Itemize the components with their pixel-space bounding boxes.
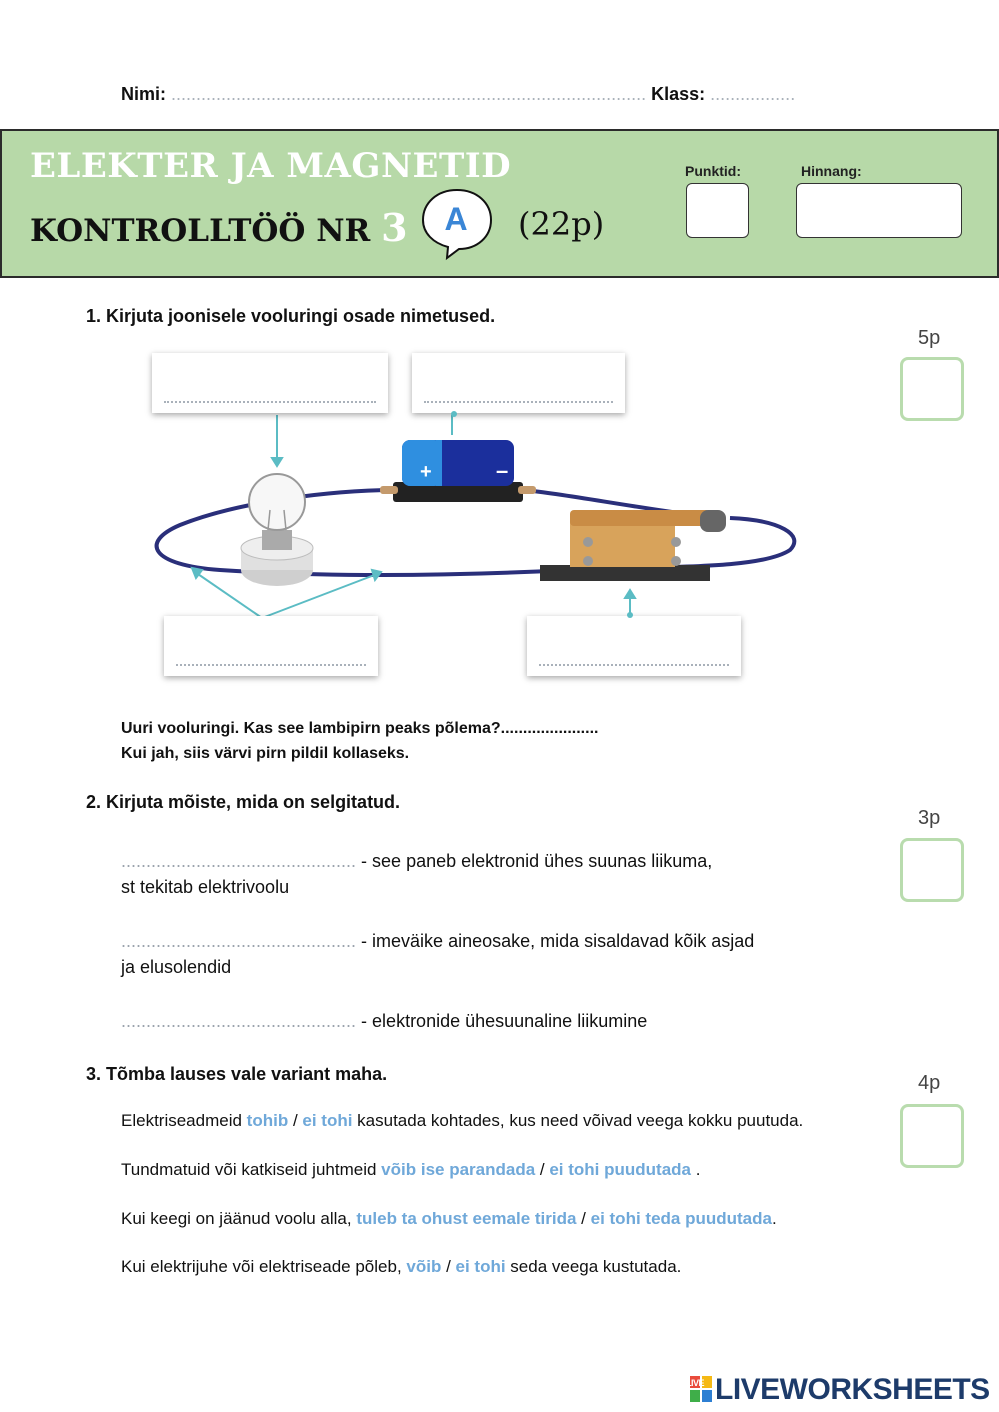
q2-item-1 xyxy=(121,848,712,900)
switch-icon xyxy=(540,510,726,581)
liveworksheets-icon xyxy=(685,1376,712,1402)
label-box-wire[interactable] xyxy=(164,616,378,676)
q1-title: 1. Kirjuta joonisele vooluringi osade nimetused. xyxy=(86,306,496,326)
sentence-text: Kui elektrijuhe või elektriseade põleb, xyxy=(121,1257,407,1276)
logo-text: LIVEWORKSHEETS xyxy=(715,1373,990,1406)
q2-answer-field-3[interactable]: ............................................... xyxy=(121,1011,357,1031)
q3-sentence-3 xyxy=(121,1209,777,1229)
q2-item-3-text: - elektronide ühesuunaline liikumine xyxy=(356,1011,648,1031)
total-points: (22p) xyxy=(518,205,605,243)
q1-score-box[interactable] xyxy=(900,357,964,421)
liveworksheets-logo xyxy=(685,1373,990,1407)
battery-icon xyxy=(380,440,536,502)
option-1[interactable]: võib ise parandada xyxy=(381,1160,536,1179)
q2-item-2-text: - imeväike aineosake, mida sisaldavad kõik asjad xyxy=(356,931,755,951)
q2-item-2-cont: ja elusolendid xyxy=(121,957,232,977)
label-box-switch[interactable] xyxy=(527,616,741,676)
grade-input-box[interactable] xyxy=(796,183,962,238)
q2-title: 2. Kirjuta mõiste, mida on selgitatud. xyxy=(86,792,401,812)
battery-plus: + xyxy=(420,461,432,483)
test-subtitle xyxy=(30,205,408,250)
q1-question-line2: Kui jah, siis värvi pirn pildil kollaseks. xyxy=(121,745,410,762)
grade-label: Hinnang: xyxy=(801,163,862,179)
name-field[interactable]: ............................................................................................... xyxy=(171,84,647,104)
q2-answer-field-2[interactable]: ............................................... xyxy=(121,931,357,951)
q3-sentence-1 xyxy=(121,1111,803,1131)
sentence-text: Tundmatuid või katkiseid juhtmeid xyxy=(121,1160,382,1179)
q1-points: 5p xyxy=(918,327,941,349)
sentence-text: kasutada kohtades, kus need võivad veega kokku puutuda. xyxy=(352,1111,804,1130)
arrow-dot-switch xyxy=(626,611,634,621)
sentence-text: . xyxy=(771,1209,777,1228)
q1-question xyxy=(121,716,598,766)
sentence-text: . xyxy=(691,1160,701,1179)
option-2[interactable]: ei tohi xyxy=(455,1257,506,1276)
test-subtitle-text: KONTROLLTÖÖ NR xyxy=(30,213,371,249)
sentence-text: Elektriseadmeid xyxy=(121,1111,247,1130)
q3-title: 3. Tõmba lauses vale variant maha. xyxy=(86,1064,388,1084)
q2-item-3 xyxy=(121,1008,647,1034)
logo-icon-letters: LIVE xyxy=(685,1378,705,1388)
points-label: Punktid: xyxy=(685,163,741,179)
label-box-battery[interactable] xyxy=(412,353,625,413)
q3-sentence-2 xyxy=(121,1160,700,1180)
arrow-dot-battery xyxy=(450,410,458,420)
points-input-box[interactable] xyxy=(686,183,749,238)
q3-sentence-4 xyxy=(121,1257,681,1277)
option-1[interactable]: võib xyxy=(406,1257,442,1276)
q2-answer-field-1[interactable]: ............................................... xyxy=(121,851,357,871)
q2-item-1-cont: st tekitab elektrivoolu xyxy=(121,877,290,897)
class-field[interactable]: ................. xyxy=(710,84,796,104)
q2-score-box[interactable] xyxy=(900,838,964,902)
q2-item-2 xyxy=(121,928,754,980)
q3-score-box[interactable] xyxy=(900,1104,964,1168)
test-number: 3 xyxy=(381,205,408,250)
separator: / xyxy=(576,1209,591,1228)
option-1[interactable]: tohib xyxy=(246,1111,289,1130)
variant-letter: A xyxy=(444,201,468,237)
q1-question-line1: Uuri vooluringi. Kas see lambipirn peaks põlema?...................... xyxy=(121,720,599,737)
variant-bubble-icon xyxy=(419,186,495,260)
option-2[interactable]: ei tohi xyxy=(302,1111,353,1130)
separator: / xyxy=(288,1111,303,1130)
class-label: Klass: xyxy=(651,84,706,104)
q2-points: 3p xyxy=(918,807,941,829)
q2-item-1-text: - see paneb elektronid ühes suunas liikuma, xyxy=(356,851,713,871)
circuit-diagram xyxy=(140,420,810,620)
name-class-row xyxy=(121,84,795,105)
light-bulb-icon xyxy=(241,474,313,586)
label-box-bulb[interactable] xyxy=(152,353,388,413)
q3-points: 4p xyxy=(918,1072,941,1094)
worksheet-title: ELEKTER JA MAGNETID xyxy=(30,146,512,186)
name-label: Nimi: xyxy=(121,84,166,104)
separator: / xyxy=(441,1257,456,1276)
separator: / xyxy=(535,1160,550,1179)
battery-minus: – xyxy=(496,458,509,483)
option-2[interactable]: ei tohi puudutada xyxy=(549,1160,691,1179)
option-1[interactable]: tuleb ta ohust eemale tirida xyxy=(356,1209,577,1228)
sentence-text: seda veega kustutada. xyxy=(505,1257,682,1276)
sentence-text: Kui keegi on jäänud voolu alla, xyxy=(121,1209,357,1228)
option-2[interactable]: ei tohi teda puudutada xyxy=(590,1209,772,1228)
